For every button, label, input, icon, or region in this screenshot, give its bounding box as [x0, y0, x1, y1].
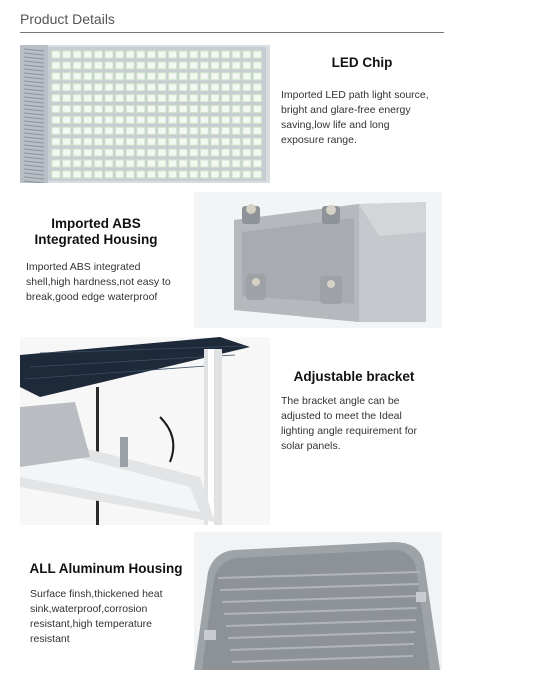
led-chip — [73, 62, 81, 69]
led-chip — [94, 73, 102, 80]
led-chip — [200, 127, 208, 134]
led-chip — [147, 84, 155, 91]
led-chip — [147, 62, 155, 69]
led-chip — [158, 51, 166, 58]
led-chip — [179, 95, 187, 102]
led-chip — [179, 84, 187, 91]
led-chip — [158, 62, 166, 69]
led-chip — [190, 149, 198, 156]
led-chip — [52, 95, 60, 102]
led-chip — [73, 160, 81, 167]
led-chip — [147, 95, 155, 102]
led-chip — [179, 127, 187, 134]
led-chip — [200, 73, 208, 80]
led-chip — [200, 62, 208, 69]
led-chip — [137, 95, 145, 102]
led-chip — [105, 171, 113, 178]
led-chip — [253, 106, 261, 113]
led-chip — [190, 127, 198, 134]
led-chip — [211, 62, 219, 69]
led-chip — [116, 138, 124, 145]
led-chip — [94, 149, 102, 156]
led-chip — [147, 138, 155, 145]
led-chip — [73, 106, 81, 113]
led-chip — [105, 62, 113, 69]
led-chip — [158, 160, 166, 167]
led-chip — [211, 84, 219, 91]
led-chip — [243, 106, 251, 113]
led-chip — [116, 127, 124, 134]
led-chip — [179, 116, 187, 123]
led-chip — [222, 62, 230, 69]
led-chip — [200, 116, 208, 123]
led-chip — [211, 73, 219, 80]
led-chip — [169, 73, 177, 80]
led-chip — [84, 149, 92, 156]
led-chip — [243, 127, 251, 134]
led-chip — [116, 73, 124, 80]
led-chip — [84, 84, 92, 91]
led-chip — [94, 171, 102, 178]
led-chip — [52, 138, 60, 145]
led-chip — [126, 127, 134, 134]
led-chip — [116, 116, 124, 123]
led-chip — [63, 127, 71, 134]
led-chip — [116, 62, 124, 69]
led-chip — [137, 171, 145, 178]
led-chip — [94, 95, 102, 102]
abs-housing-photo — [194, 192, 442, 328]
led-chip — [126, 116, 134, 123]
led-chip — [105, 116, 113, 123]
led-chip — [222, 127, 230, 134]
led-chip — [137, 149, 145, 156]
led-chip — [253, 73, 261, 80]
led-chip — [137, 127, 145, 134]
led-chip — [253, 95, 261, 102]
led-chip — [137, 106, 145, 113]
led-chip — [222, 160, 230, 167]
led-chip — [179, 51, 187, 58]
led-chip — [190, 95, 198, 102]
led-chip — [147, 171, 155, 178]
led-chip — [190, 62, 198, 69]
led-chip — [105, 138, 113, 145]
led-chip — [63, 51, 71, 58]
led-chip — [126, 84, 134, 91]
led-chip — [190, 84, 198, 91]
header-divider — [20, 32, 444, 33]
led-chip — [232, 84, 240, 91]
led-chip — [253, 160, 261, 167]
led-chip — [222, 138, 230, 145]
led-chip — [126, 149, 134, 156]
led-chip — [84, 116, 92, 123]
led-chip — [190, 116, 198, 123]
led-chip — [94, 127, 102, 134]
led-chip — [211, 138, 219, 145]
led-chip — [211, 51, 219, 58]
led-chip — [200, 95, 208, 102]
led-chip — [158, 106, 166, 113]
led-chip — [211, 95, 219, 102]
led-chip — [147, 51, 155, 58]
led-chip — [158, 95, 166, 102]
led-chip — [190, 106, 198, 113]
led-chip — [232, 116, 240, 123]
led-chip — [158, 138, 166, 145]
led-chip — [232, 73, 240, 80]
led-chip — [200, 171, 208, 178]
led-chip — [200, 138, 208, 145]
led-chip — [158, 116, 166, 123]
led-chip — [232, 171, 240, 178]
led-chip — [116, 149, 124, 156]
led-chip — [52, 171, 60, 178]
led-chip — [200, 106, 208, 113]
led-chip — [190, 138, 198, 145]
led-chip — [137, 160, 145, 167]
led-chip — [94, 116, 102, 123]
led-chip — [63, 171, 71, 178]
led-chip — [137, 84, 145, 91]
led-chip — [84, 62, 92, 69]
led-chip — [63, 138, 71, 145]
led-chip — [211, 171, 219, 178]
led-chip — [190, 51, 198, 58]
led-chip — [147, 149, 155, 156]
led-chip-image — [20, 45, 270, 183]
led-chip — [63, 149, 71, 156]
led-chip — [52, 127, 60, 134]
feature-title: ALL Aluminum Housing — [29, 561, 183, 576]
led-chip — [63, 84, 71, 91]
led-chip — [253, 127, 261, 134]
led-chip — [243, 138, 251, 145]
led-chip — [243, 73, 251, 80]
led-chip — [63, 73, 71, 80]
led-chip — [63, 62, 71, 69]
led-chip — [222, 116, 230, 123]
led-chip — [84, 51, 92, 58]
aluminum-housing-image — [194, 532, 442, 670]
led-chip — [147, 106, 155, 113]
led-chip — [222, 106, 230, 113]
led-chip — [52, 73, 60, 80]
led-chip — [116, 106, 124, 113]
led-chip — [116, 84, 124, 91]
led-chip — [94, 84, 102, 91]
led-chip — [105, 73, 113, 80]
led-chip — [243, 149, 251, 156]
led-chip — [158, 149, 166, 156]
led-chip — [126, 106, 134, 113]
led-chip — [179, 160, 187, 167]
led-chip — [232, 138, 240, 145]
led-chip — [52, 160, 60, 167]
led-chip — [147, 127, 155, 134]
led-chip — [169, 127, 177, 134]
led-chip — [232, 95, 240, 102]
led-chip — [232, 51, 240, 58]
led-chip — [232, 149, 240, 156]
led-chip — [126, 95, 134, 102]
led-chip — [105, 106, 113, 113]
aluminum-housing-photo — [194, 532, 442, 670]
led-chip — [169, 149, 177, 156]
led-chip — [222, 51, 230, 58]
led-chip — [126, 138, 134, 145]
led-chip — [116, 160, 124, 167]
led-chip-photo — [20, 45, 270, 183]
led-chip — [105, 51, 113, 58]
led-chip — [73, 171, 81, 178]
led-chip — [94, 106, 102, 113]
led-chip — [116, 95, 124, 102]
led-chip — [52, 106, 60, 113]
abs-housing-image — [194, 192, 442, 328]
led-chip — [243, 171, 251, 178]
led-chip — [105, 160, 113, 167]
led-chip — [94, 160, 102, 167]
led-chip — [190, 171, 198, 178]
led-chip — [84, 73, 92, 80]
feature-title: LED Chip — [331, 55, 393, 70]
led-chip — [222, 171, 230, 178]
led-chip — [200, 149, 208, 156]
led-chip — [94, 62, 102, 69]
led-chip — [253, 51, 261, 58]
led-chip — [190, 160, 198, 167]
led-chip — [147, 116, 155, 123]
led-chip — [253, 171, 261, 178]
led-chip — [243, 116, 251, 123]
led-chip — [169, 62, 177, 69]
led-chip — [84, 127, 92, 134]
led-chip — [126, 73, 134, 80]
led-chip — [73, 84, 81, 91]
led-chip — [73, 95, 81, 102]
led-chip — [126, 62, 134, 69]
led-chip — [126, 51, 134, 58]
led-chip — [243, 95, 251, 102]
led-chip — [211, 106, 219, 113]
led-chip — [126, 160, 134, 167]
led-chip — [232, 62, 240, 69]
section-header: Product Details — [20, 11, 115, 27]
feature-title: Adjustable bracket — [293, 369, 415, 384]
led-chip — [52, 84, 60, 91]
led-chip — [147, 160, 155, 167]
led-chip — [211, 116, 219, 123]
led-chip — [222, 73, 230, 80]
led-chip — [63, 106, 71, 113]
led-chip — [126, 171, 134, 178]
led-chip — [84, 160, 92, 167]
led-chip — [211, 160, 219, 167]
led-chip — [105, 149, 113, 156]
led-chip — [147, 73, 155, 80]
led-chip — [169, 171, 177, 178]
led-chip — [222, 95, 230, 102]
led-chip — [243, 62, 251, 69]
led-chip — [158, 73, 166, 80]
led-chip — [52, 116, 60, 123]
led-chip — [190, 73, 198, 80]
feature-description: Surface finsh,thickened heat sink,waterproof,corrosion resistant,high temperature resistant — [30, 588, 163, 645]
led-chip — [253, 62, 261, 69]
led-chip — [84, 171, 92, 178]
led-chip — [73, 73, 81, 80]
led-chip — [94, 51, 102, 58]
led-chip — [73, 138, 81, 145]
led-chip — [105, 95, 113, 102]
led-chip — [105, 84, 113, 91]
led-chip — [63, 116, 71, 123]
led-chip — [52, 51, 60, 58]
led-chip — [169, 160, 177, 167]
led-chip — [105, 127, 113, 134]
led-chip — [253, 84, 261, 91]
led-chip — [169, 116, 177, 123]
led-chip — [179, 149, 187, 156]
led-chip — [137, 138, 145, 145]
led-chip — [243, 84, 251, 91]
feature-description: Imported ABS integrated shell,high hardness,not easy to break,good edge waterproof — [26, 261, 171, 303]
led-chip — [169, 138, 177, 145]
led-chip — [84, 106, 92, 113]
led-chip — [200, 84, 208, 91]
led-chip — [158, 84, 166, 91]
led-chip — [243, 160, 251, 167]
led-chip — [63, 160, 71, 167]
led-chip — [137, 73, 145, 80]
feature-description: Imported LED path light source, bright and glare-free energy saving,low life and long exposure range. — [281, 89, 429, 146]
led-chip — [73, 149, 81, 156]
bracket-photo — [20, 337, 270, 525]
led-chip — [169, 51, 177, 58]
led-chip — [211, 149, 219, 156]
led-chip — [169, 84, 177, 91]
bracket-image — [20, 337, 270, 525]
led-chip — [179, 171, 187, 178]
led-chip — [179, 62, 187, 69]
led-chip — [116, 51, 124, 58]
led-chip — [52, 149, 60, 156]
led-chip — [73, 116, 81, 123]
led-chip — [94, 138, 102, 145]
led-chip — [222, 84, 230, 91]
led-chip — [179, 106, 187, 113]
led-chip — [232, 160, 240, 167]
led-chip — [52, 62, 60, 69]
led-chip — [73, 51, 81, 58]
led-chip — [179, 138, 187, 145]
led-chip — [116, 171, 124, 178]
led-chip — [73, 127, 81, 134]
feature-title: Imported ABS Integrated Housing — [34, 216, 158, 247]
feature-description: The bracket angle can be adjusted to meet the Ideal lighting angle requirement for solar panels. — [281, 395, 417, 452]
led-chip — [137, 62, 145, 69]
led-chip — [253, 138, 261, 145]
led-chip — [158, 127, 166, 134]
led-chip — [179, 73, 187, 80]
led-chip — [84, 138, 92, 145]
led-chip — [253, 116, 261, 123]
led-chip — [200, 160, 208, 167]
led-chip — [84, 95, 92, 102]
led-chip — [232, 106, 240, 113]
led-chip — [137, 51, 145, 58]
led-chip — [200, 51, 208, 58]
led-chip — [232, 127, 240, 134]
led-chip — [137, 116, 145, 123]
led-chip — [222, 149, 230, 156]
led-chip — [253, 149, 261, 156]
led-chip — [169, 106, 177, 113]
led-chip — [211, 127, 219, 134]
led-chip — [169, 95, 177, 102]
led-chip — [63, 95, 71, 102]
led-chip — [243, 51, 251, 58]
led-chip — [158, 171, 166, 178]
